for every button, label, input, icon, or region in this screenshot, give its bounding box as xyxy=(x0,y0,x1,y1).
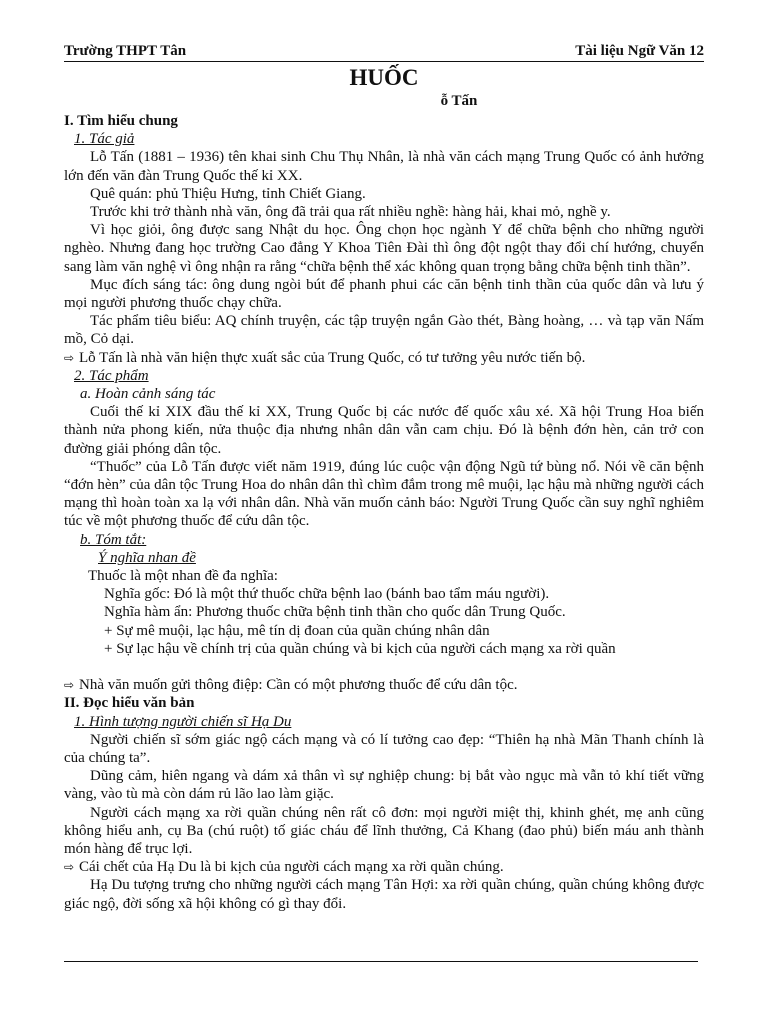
page-header xyxy=(64,42,704,62)
subsection-work: 2. Tác phẩm xyxy=(74,367,149,384)
conclusion-line xyxy=(64,858,704,876)
document-body xyxy=(64,112,704,913)
list-item: + Sự mê muội, lạc hậu, mê tín dị đoan của quần chúng nhân dân xyxy=(104,622,490,639)
paragraph: Mục đích sáng tác: ông dung ngòi bút để phanh phui các căn bệnh tinh thần của quốc dân và lưu ý mọi người phương thuốc chạy chữa. xyxy=(64,276,704,312)
conclusion-line xyxy=(64,676,704,694)
paragraph: Dũng cảm, hiên ngang và dám xả thân vì sự nghiệp chung: bị bắt vào ngục mà vẫn tỏ khí tiết vững vàng, vào tù mà còn dám rủ lão lao làm giặc. xyxy=(64,768,704,803)
paragraph: Cuối thế kỉ XIX đầu thế kỉ XX, Trung Quốc bị các nước đế quốc xâu xé. Xã hội Trung Hoa biến thành nửa phong kiến, nửa thuộc địa nhưng nhân dân vẫn cam chịu. Đó là bệnh đớn hèn, cản trở con đường giải phóng dân tộc. xyxy=(64,404,704,457)
list-item: + Sự lạc hậu về chính trị của quần chúng và bi kịch của người cách mạng xa rời quần xyxy=(104,640,616,657)
paragraph: Trước khi trở thành nhà văn, ông đã trải qua rất nhiều nghề: hàng hải, khai mỏ, nghề y. xyxy=(90,204,611,221)
paragraph: Người chiến sĩ sớm giác ngộ cách mạng và có lí tưởng cao đẹp: “Thiên hạ nhà Mãn Thanh chính là của chúng ta”. xyxy=(64,731,704,766)
spacer xyxy=(64,658,704,676)
document-author: ỗ Tấn xyxy=(440,93,478,109)
arrow-right-icon: ⇨ xyxy=(64,860,75,875)
paragraph: “Thuốc” của Lỗ Tấn được viết năm 1919, đúng lúc cuộc vận động Ngũ tứ bùng nổ. Nói về căn bệnh “đớn hèn” của dân tộc Trung Hoa do nhân dân thì chìm đắm trong mê muội, lạc hậu mà những người cách mạng thì hoàn toàn xa lạ với nhân dân. Nhà văn muốn cảnh báo: Người Trung Quốc cần suy nghĩ nghiêm túc về một phương thuốc để cứu dân tộc. xyxy=(64,458,704,530)
conclusion-text: Cái chết của Hạ Du là bi kịch của người cách mạng xa rời quần chúng. xyxy=(79,859,504,876)
conclusion-line xyxy=(64,349,704,367)
document-page xyxy=(64,42,704,913)
document-title: HUỐC xyxy=(349,65,419,90)
conclusion-text: Nhà văn muốn gửi thông điệp: Cần có một phương thuốc để cứu dân tộc. xyxy=(79,677,518,694)
paragraph: Vì học giỏi, ông được sang Nhật du học. Ông chọn học ngành Y để chữa bệnh cho những người nghèo. Nhưng đang học trường Cao đẳng Y Khoa Tiên Đài thì ông đột ngột thay đổi chí hướng, chuyển sang làm văn nghệ vì ông nhận ra rằng “chữa bệnh thể xác không quan trọng bằng chữa bệnh tinh thần”. xyxy=(64,222,704,275)
arrow-right-icon: ⇨ xyxy=(64,678,75,693)
paragraph: Lỗ Tấn (1881 – 1936) tên khai sinh Chu Thụ Nhân, là nhà văn cách mạng Trung Quốc có ảnh hưởng lớn đến văn đàn Trung Quốc thế kỉ XX. xyxy=(64,149,704,184)
footer-divider xyxy=(64,961,698,962)
subsection-ha-du: 1. Hình tượng người chiến sĩ Hạ Du xyxy=(74,713,292,730)
subsection-summary: b. Tóm tắt: xyxy=(80,531,147,548)
list-item: Nghĩa gốc: Đó là một thứ thuốc chữa bệnh lao (bánh bao tẩm máu người). xyxy=(104,586,550,603)
subsection-context: a. Hoàn cảnh sáng tác xyxy=(80,386,216,403)
header-doc-title: Tài liệu Ngữ Văn 12 xyxy=(575,43,704,59)
paragraph: Hạ Du tượng trưng cho những người cách mạng Tân Hợi: xa rời quần chúng, quần chúng không được giác ngộ, đời sống xã hội không có gì thay đổi. xyxy=(64,877,704,912)
subsection-author: 1. Tác giả xyxy=(74,131,135,148)
section-heading-2: II. Đọc hiểu văn bản xyxy=(64,695,195,712)
conclusion-text: Lỗ Tấn là nhà văn hiện thực xuất sắc của Trung Quốc, có tư tưởng yêu nước tiến bộ. xyxy=(79,349,586,366)
list-item: Nghĩa hàm ẩn: Phương thuốc chữa bệnh tinh thần cho quốc dân Trung Quốc. xyxy=(104,604,566,621)
paragraph: Người cách mạng xa rời quần chúng nên rất cô đơn: mọi người miệt thị, khinh ghét, mẹ anh cũng không hiểu anh, cụ Ba (chú ruột) tố giác cháu để lĩnh thưởng, Cả Khang (đao phủ) biến máu anh thành món hàng để trục lợi. xyxy=(64,804,704,857)
subsection-title-meaning: Ý nghĩa nhan đề xyxy=(98,549,196,566)
paragraph: Quê quán: phủ Thiệu Hưng, tỉnh Chiết Giang. xyxy=(90,185,366,202)
paragraph: Tác phẩm tiêu biểu: AQ chính truyện, các tập truyện ngắn Gào thét, Bàng hoàng, … và tạp văn Nấm mồ, Cỏ dại. xyxy=(64,313,704,348)
header-school: Trường THPT Tân xyxy=(64,43,187,59)
section-heading-1: I. Tìm hiểu chung xyxy=(64,113,178,129)
paragraph: Thuốc là một nhan đề đa nghĩa: xyxy=(88,568,278,585)
arrow-right-icon: ⇨ xyxy=(64,350,75,365)
